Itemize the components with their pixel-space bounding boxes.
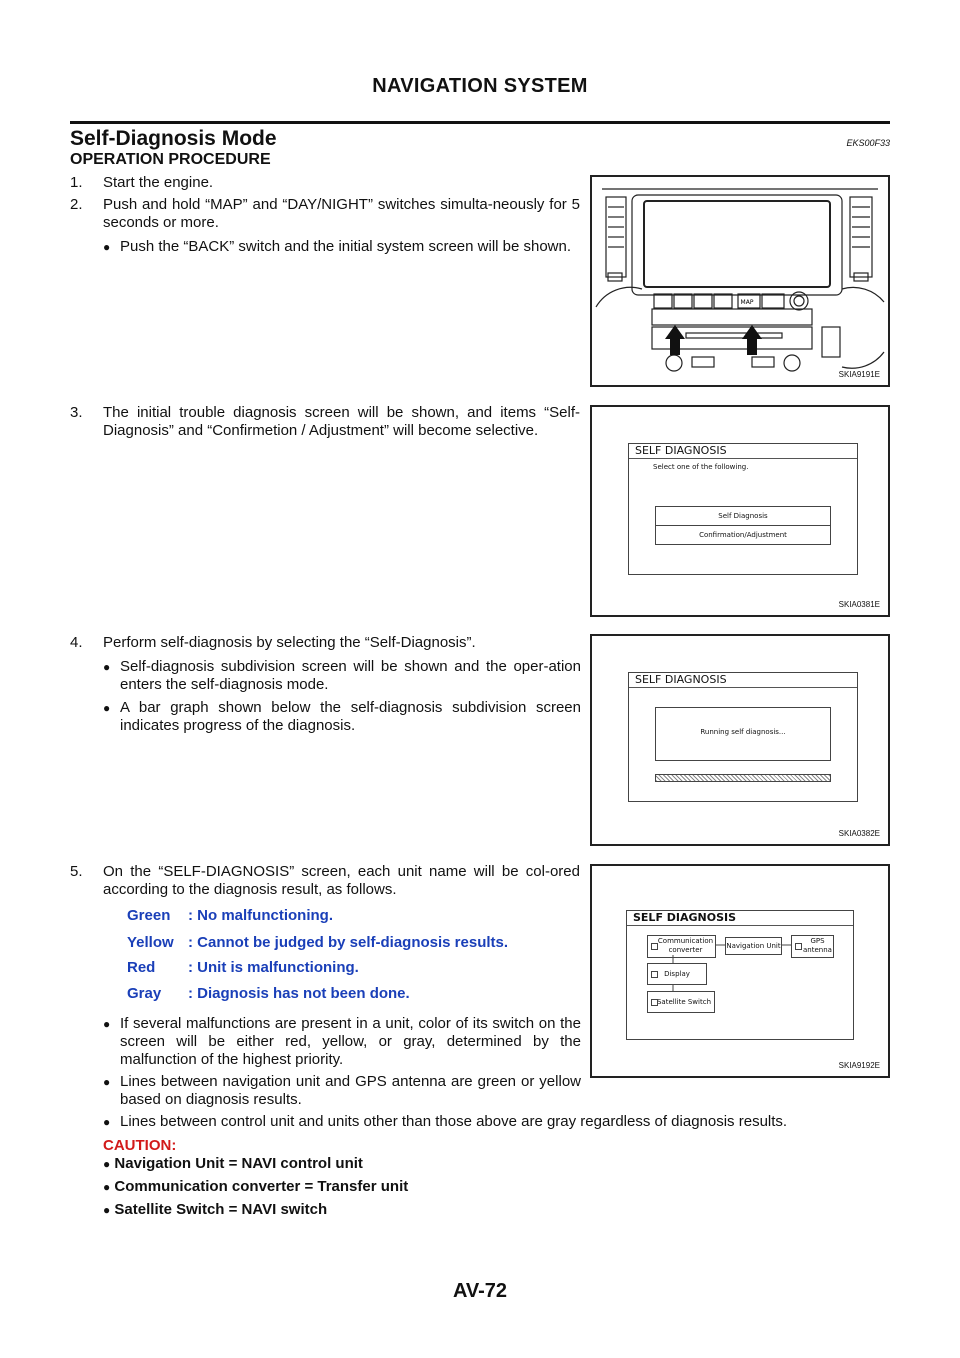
step-3 (70, 404, 580, 458)
figure-code: SKIA0382E (838, 829, 880, 838)
section-code: EKS00F33 (846, 138, 890, 148)
figure-unit-screen (590, 864, 890, 1078)
step-text: Start the engine. (103, 174, 214, 191)
arrow-icon (665, 325, 685, 355)
bullet-dot-icon: ● (103, 701, 111, 715)
step-number: 1. (70, 174, 83, 191)
bullet-dot-icon: ● (103, 1017, 111, 1031)
running-message-box (655, 707, 831, 761)
bullet-dot-icon: ● (103, 1157, 111, 1171)
bullet-text: Lines between navigation unit and GPS antenna are green or yellow based on diagnosis results. (120, 1073, 581, 1108)
screen-title: SELF DIAGNOSIS (627, 911, 853, 926)
color-red: Red (127, 959, 156, 976)
caution-item: ● Communication converter = Transfer unit (103, 1178, 409, 1195)
bullet-dot-icon: ● (103, 660, 111, 674)
bullet-text: A bar graph shown below the self-diagnosis subdivision screen indicates progress of the diagnosis. (120, 699, 581, 734)
color-green-meaning: : No malfunctioning. (188, 907, 333, 924)
arrow-icon (742, 325, 762, 355)
satellite-switch-unit[interactable]: Satellite Switch (647, 991, 715, 1013)
diagnosis-screen (628, 672, 858, 802)
screen-title: SELF DIAGNOSIS (629, 673, 857, 688)
progress-bar (655, 774, 831, 782)
bullet-dot-icon: ● (103, 1180, 111, 1194)
color-gray: Gray (127, 985, 162, 1002)
figure-code: SKIA0381E (838, 600, 880, 609)
self-diagnosis-option[interactable]: Self Diagnosis (655, 506, 831, 526)
step-text: On the “SELF-DIAGNOSIS” screen, each unit name will be col-ored according to the diagnosis result, as follows. (103, 863, 580, 898)
color-red-meaning: : Unit is malfunctioning. (188, 959, 359, 976)
step-text: Perform self-diagnosis by selecting the “Self-Diagnosis”. (103, 634, 476, 651)
gps-antenna-unit[interactable]: GPS antenna (791, 935, 834, 958)
bullet-step2 (103, 238, 581, 274)
bullet-text: Lines between control unit and units other than those above are gray regardless of diagnosis results. (120, 1113, 788, 1130)
color-yellow-meaning: : Cannot be judged by self-diagnosis results. (188, 934, 509, 951)
page-number: AV-72 (452, 1280, 508, 1302)
figure-dashboard (590, 175, 890, 387)
screen-prompt: Select one of the following. (653, 463, 749, 471)
diagnosis-screen (626, 910, 854, 1040)
step-text: The initial trouble diagnosis screen will be shown, and items “Self-Diagnosis” and “Confirmetion / Adjustment” will become selective. (103, 404, 580, 439)
communication-converter-unit[interactable]: Communication converter (647, 935, 716, 958)
step-1 (70, 174, 580, 192)
checkbox-icon (651, 943, 658, 950)
page-header-title: NAVIGATION SYSTEM (372, 75, 588, 97)
step-5 (70, 863, 580, 899)
step-number: 3. (70, 404, 83, 421)
caution-item: ● Satellite Switch = NAVI switch (103, 1201, 328, 1218)
checkbox-icon (651, 999, 658, 1006)
bullet-dot-icon: ● (103, 240, 111, 254)
figure-running-screen (590, 634, 890, 846)
running-message: Running self diagnosis... (700, 728, 786, 736)
map-button-label: MAP (740, 299, 754, 306)
bullet-text: Self-diagnosis subdivision screen will be shown and the oper-ation enters the self-diagnosis mode. (120, 658, 581, 693)
bullet-dot-icon: ● (103, 1115, 111, 1129)
screen-title: SELF DIAGNOSIS (629, 444, 857, 459)
caution-label: CAUTION: (103, 1137, 177, 1154)
step-number: 4. (70, 634, 83, 651)
figure-code: SKIA9191E (838, 370, 880, 379)
bullet-dot-icon: ● (103, 1075, 111, 1089)
bullet-step4b (103, 699, 581, 735)
step-text: Push and hold “MAP” and “DAY/NIGHT” switches simulta-neously for 5 seconds or more. (103, 196, 580, 231)
step-4 (70, 634, 580, 652)
bullet-step5c (103, 1113, 893, 1131)
bullet-step5a (103, 1015, 581, 1069)
checkbox-icon (795, 943, 802, 950)
color-gray-meaning: : Diagnosis has not been done. (188, 985, 410, 1002)
bullet-text: If several malfunctions are present in a unit, color of its switch on the screen will be either red, yellow, or gray, determined by the malfunction of the highest priority. (120, 1015, 581, 1068)
confirmation-adjustment-option[interactable]: Confirmation/Adjustment (655, 525, 831, 545)
figure-code: SKIA9192E (838, 1061, 880, 1070)
bullet-step4a (103, 658, 581, 694)
color-green: Green (127, 907, 171, 924)
display-unit[interactable]: Display (647, 963, 707, 985)
dashboard-drawing (592, 177, 888, 385)
section-subtitle: OPERATION PROCEDURE (70, 151, 271, 168)
figure-initial-screen (590, 405, 890, 617)
color-yellow: Yellow (127, 934, 174, 951)
section-title: Self-Diagnosis Mode (70, 127, 277, 150)
caution-item: ● Navigation Unit = NAVI control unit (103, 1155, 363, 1172)
step-2 (70, 196, 580, 232)
step-number: 5. (70, 863, 83, 880)
header-rule (70, 121, 890, 124)
bullet-dot-icon: ● (103, 1203, 111, 1217)
navigation-unit[interactable]: Navigation Unit (725, 937, 782, 955)
step-number: 2. (70, 196, 83, 213)
bullet-step5b (103, 1073, 581, 1109)
checkbox-icon (651, 971, 658, 978)
diagnosis-screen (628, 443, 858, 575)
bullet-text: Push the “BACK” switch and the initial system screen will be shown. (120, 238, 572, 255)
